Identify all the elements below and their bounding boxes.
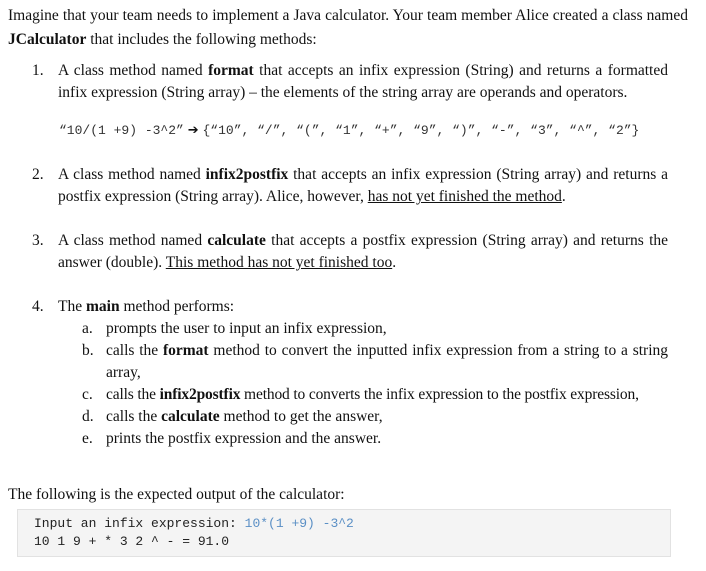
example-input: “10/(1 +9) -3^2”: [59, 123, 184, 138]
item-text: A class method named calculate that accepts a postfix expression (String array) and returns the answer (double). This method has not yet finished too.: [58, 232, 669, 271]
method-name: main: [85, 298, 120, 315]
console-line-2: 10 1 9 + * 3 2 ^ - = 91.0: [34, 534, 230, 549]
method-name: infix2postfix: [205, 166, 289, 183]
intro-text-end: that includes the following methods:: [86, 31, 317, 48]
item-text: The main method performs:: [58, 298, 235, 315]
console-output-box: [17, 509, 671, 557]
method-name: calculate: [207, 232, 266, 249]
format-example: [59, 121, 639, 139]
intro-text: Imagine that your team needs to implement a Java calculator. Your team member Alice created a class named: [8, 7, 688, 24]
expected-output-heading: The following is the expected output of the calculator:: [8, 486, 345, 503]
item-text: A class method named infix2postfix that accepts an infix expression (String array) and returns a postfix expression (String array). Alice, however, has not yet finished the method.: [58, 166, 668, 205]
arrow-icon: ➔: [187, 123, 199, 138]
console-prompt: Input an infix expression:: [34, 516, 245, 531]
underlined-note: This method has not yet finished too: [165, 254, 393, 271]
item-number: 4.: [32, 298, 44, 315]
item-number: 3.: [32, 232, 44, 249]
method-name: format: [208, 62, 254, 79]
underlined-note: has not yet finished the method: [367, 188, 562, 205]
method-name: format: [162, 342, 209, 359]
console-line-1: [34, 516, 354, 531]
item-number: 2.: [32, 166, 44, 183]
intro-paragraph: [8, 4, 688, 52]
class-name: JCalculator: [8, 31, 87, 48]
method-name: calculate: [161, 408, 220, 425]
console-user-input: 10*(1 +9) -3^2: [244, 516, 354, 531]
item-number: 1.: [32, 62, 44, 79]
example-output: {“10”, “/”, “(”, “1”, “+”, “9”, “)”, “-”, “3”, “^”, “2”}: [202, 123, 640, 138]
method-name: infix2postfix: [159, 386, 241, 403]
item-text: A class method named format that accepts an infix expression (String) and returns a formatted infix expression (String array) – the elements of the string array are operands and operators.: [58, 62, 668, 101]
